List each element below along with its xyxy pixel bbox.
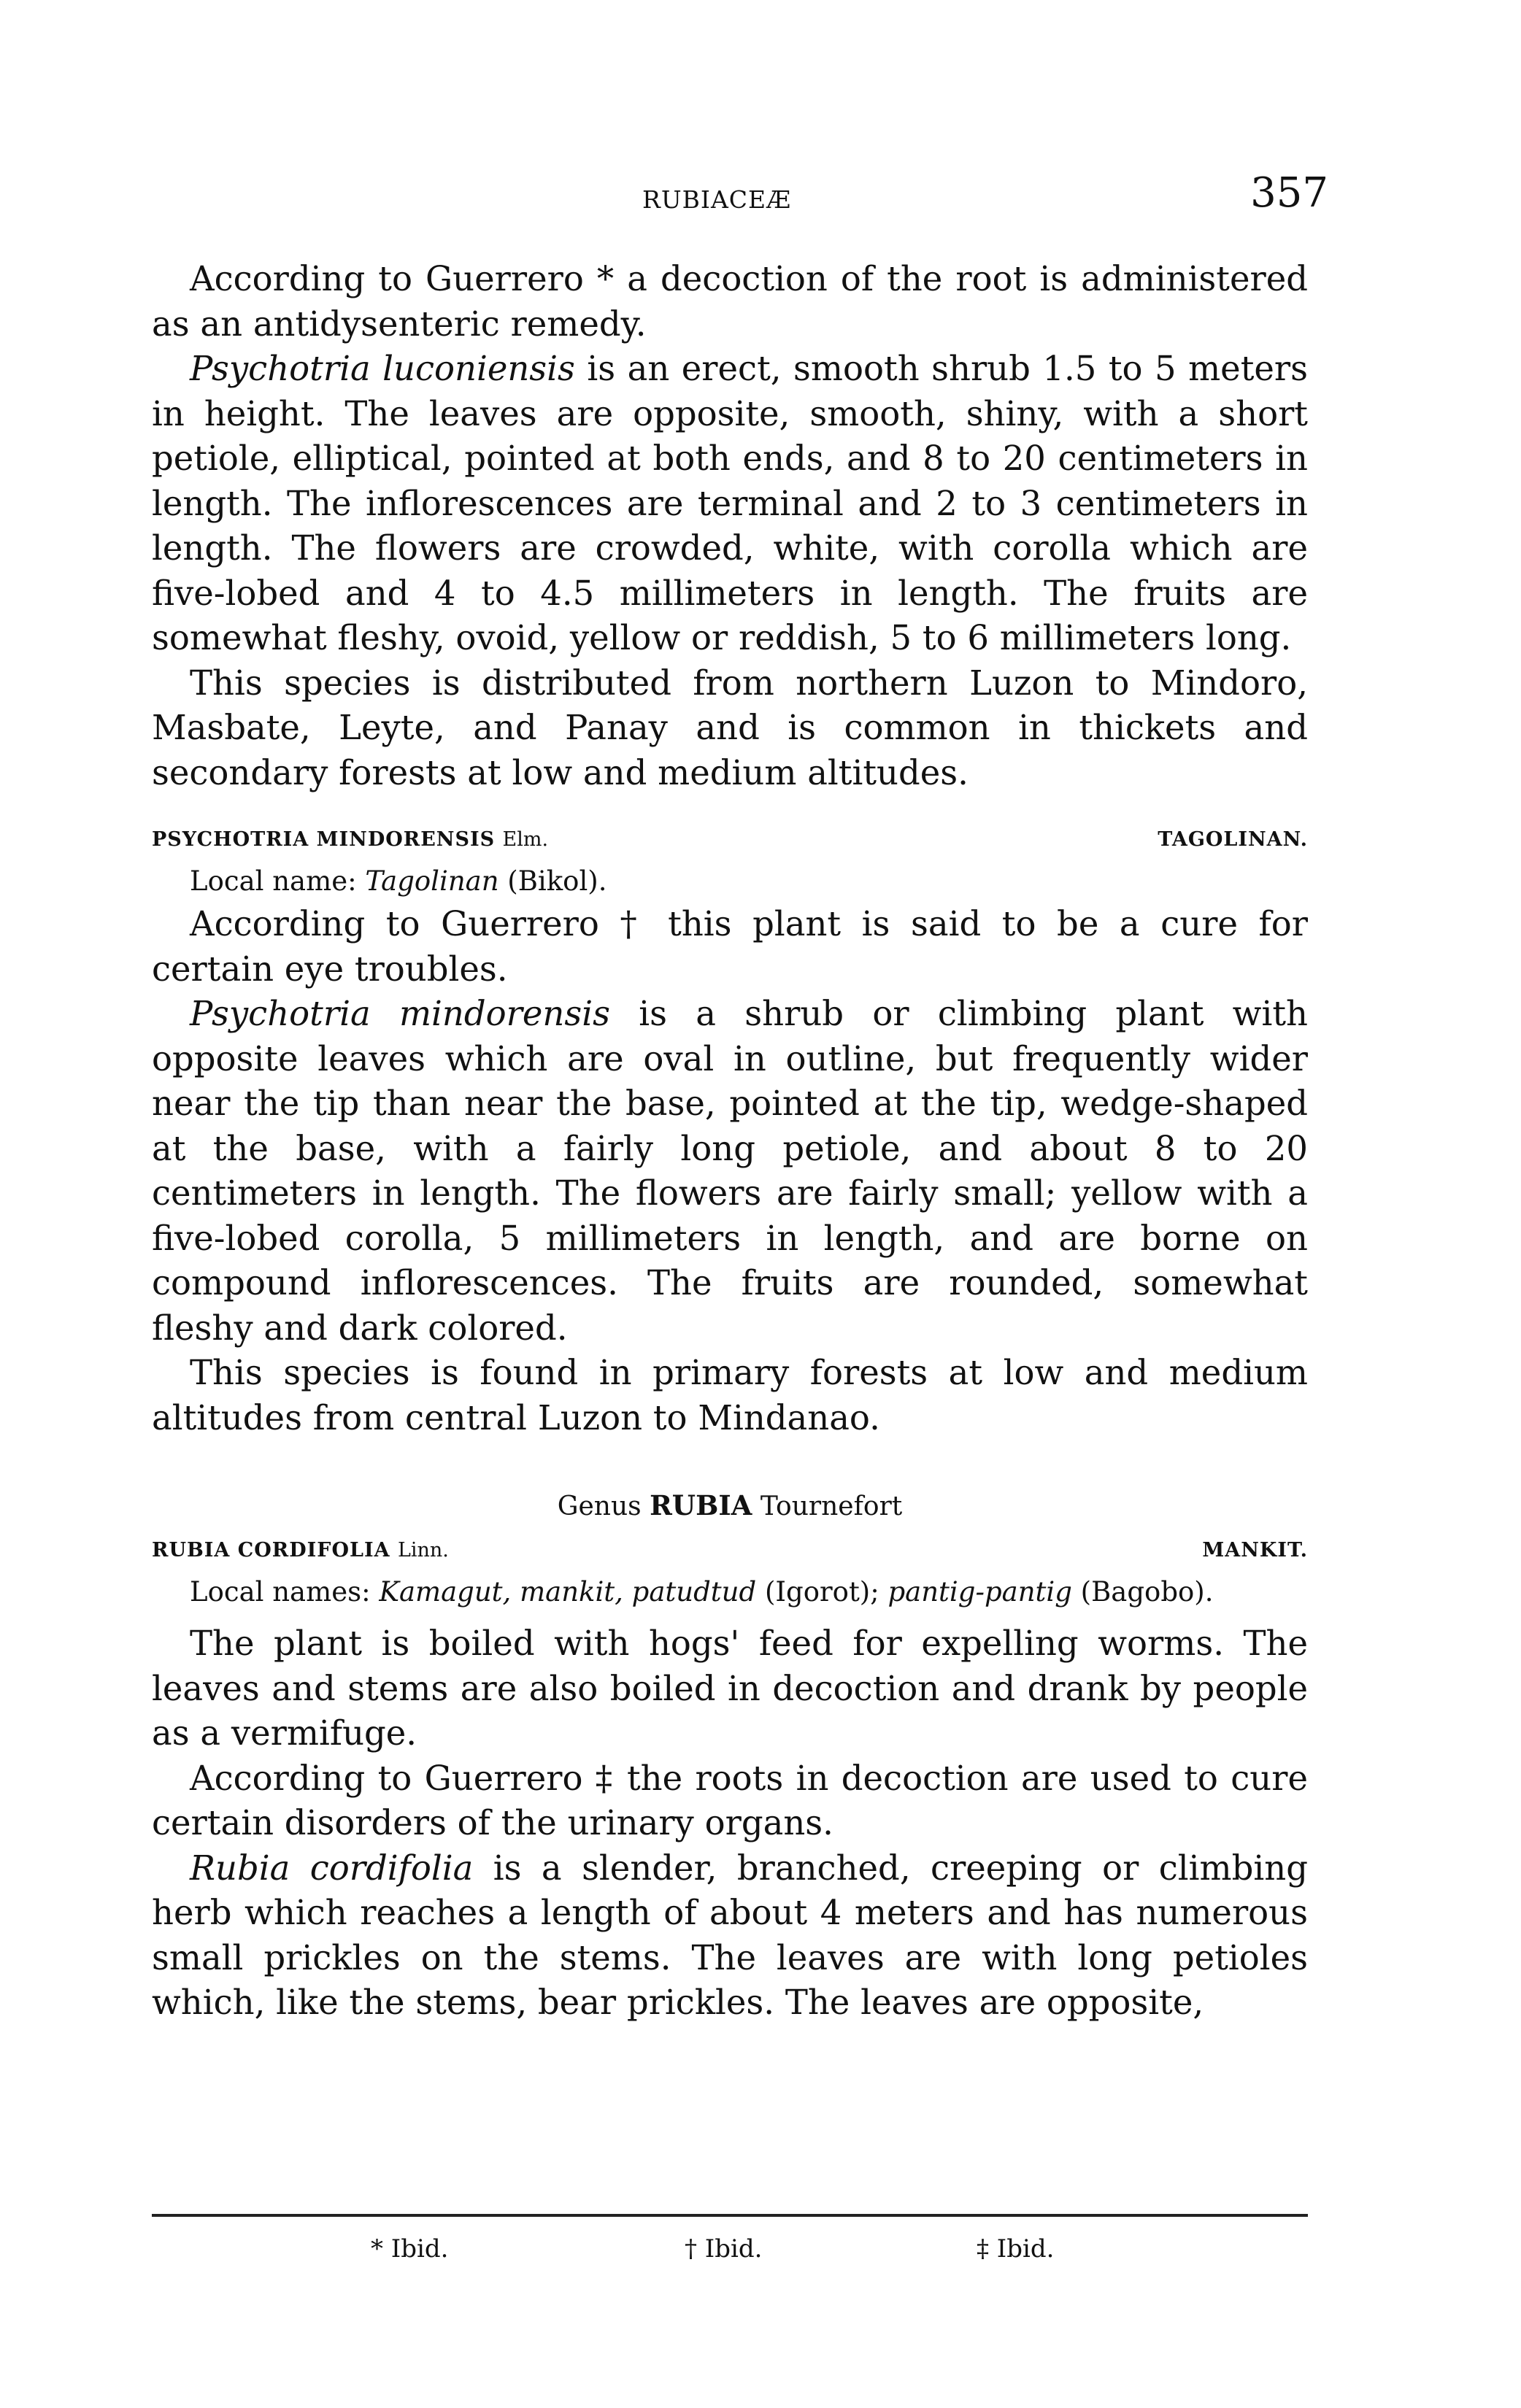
page-header bbox=[146, 169, 1328, 235]
species-name: Psychotria mindorensis bbox=[190, 994, 610, 1033]
species-name: Psychotria luconiensis bbox=[190, 349, 575, 388]
species-entry-heading bbox=[152, 819, 1308, 861]
running-title: RUBIACEÆ bbox=[642, 185, 792, 214]
paragraph: The plant is boiled with hogs' feed for expelling worms. The leaves and stems are also boiled in decoction and drank by people as a vermifuge. bbox=[152, 1624, 1308, 1753]
paragraph: According to Guerrero * a decoction of the root is administered as an antidysenteric remedy. bbox=[152, 259, 1308, 344]
species-heading-left: RUBIA CORDIFOLIA Linn. bbox=[152, 1539, 449, 1562]
genus-heading: Genus RUBIA Tournefort bbox=[557, 1489, 903, 1521]
paragraph: Psychotria mindorensis is a shrub or climbing plant with opposite leaves which are oval in outline, but frequently wider near the tip than near the base, pointed at the tip, wedge-shaped at the base, with a fairly long petiole, and about 8 to 20 centimeters in length. The flowers are fairly small; yellow with a five-lobed corolla, 5 millimeters in length, and are borne on compound inflorescences. The fruits are rounded, somewhat fleshy and dark colored. bbox=[152, 994, 1308, 1348]
species-entry-heading bbox=[152, 1529, 1308, 1572]
paragraph: Rubia cordifolia is a slender, branched, creeping or climbing herb which reaches a length of about 4 meters and has numerous small prickles on the stems. The leaves are with long petioles which, like the stems, bear prickles. The leaves are opposite, bbox=[152, 1848, 1308, 2022]
paragraph: This species is distributed from northern Luzon to Mindoro, Masbate, Leyte, and Panay and is common in thickets and secondary forests at low and medium altitudes. bbox=[152, 663, 1308, 792]
footnote: * Ibid. bbox=[371, 2234, 449, 2264]
species-name: Rubia cordifolia bbox=[190, 1848, 474, 1888]
species-heading-left: PSYCHOTRIA MINDORENSIS Elm. bbox=[152, 828, 549, 852]
species-local-name: TAGOLINAN. bbox=[1158, 828, 1308, 852]
local-names-line: Local names: Kamagut, mankit, patudtud (Igorot); pantig-pantig (Bagobo). bbox=[190, 1576, 1214, 1608]
paragraph: According to Guerrero † this plant is said to be a cure for certain eye troubles. bbox=[152, 904, 1308, 989]
footnote-rule bbox=[152, 2214, 1308, 2217]
species-local-name: MANKIT. bbox=[1202, 1539, 1308, 1562]
local-names-line: Local name: Tagolinan (Bikol). bbox=[190, 865, 607, 897]
page-body bbox=[152, 257, 1308, 2026]
paragraph: Psychotria luconiensis is an erect, smooth shrub 1.5 to 5 meters in height. The leaves are opposite, smooth, shiny, with a short petiole, elliptical, pointed at both ends, and 8 to 20 centimeters in length. The inflorescences are terminal and 2 to 3 centimeters in length. The flowers are crowded, white, with corolla which are five-lobed and 4 to 4.5 millimeters in length. The fruits are somewhat fleshy, ovoid, yellow or reddish, 5 to 6 millimeters long. bbox=[152, 349, 1308, 657]
footnote: ‡ Ibid. bbox=[977, 2234, 1055, 2264]
paragraph: According to Guerrero ‡ the roots in decoction are used to cure certain disorders of the urinary organs. bbox=[152, 1758, 1308, 1842]
paragraph: This species is found in primary forests at low and medium altitudes from central Luzon to Mindanao. bbox=[152, 1353, 1308, 1438]
footnote: † Ibid. bbox=[685, 2234, 763, 2264]
page-number: 357 bbox=[1250, 169, 1328, 217]
